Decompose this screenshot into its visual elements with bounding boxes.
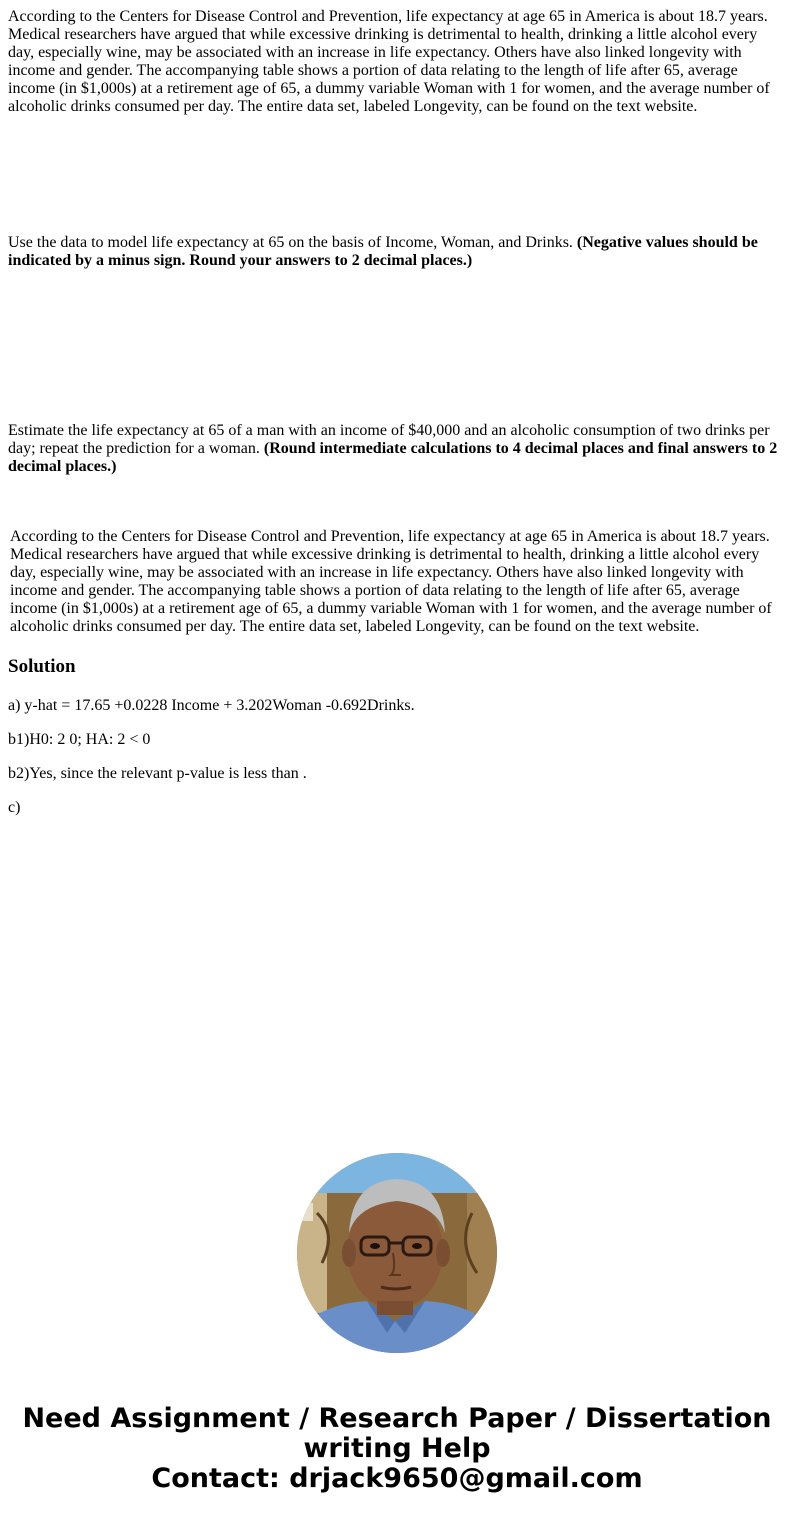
footer-contact: Contact: drjack9650@gmail.com [151,1463,643,1494]
author-photo [297,1153,497,1353]
part-c-text: Estimate the life expectancy at 65 of a man with an income of $40,000 and an alcoholic consumption of two drinks per day; repeat the prediction for a woman. [8,422,770,457]
footer-line-2: writing Help [303,1433,491,1464]
answer-a: a) y-hat = 17.65 +0.0228 Income + 3.202Woman -0.692Drinks. [8,697,415,714]
footer-banner [0,1404,794,1494]
footer-line-1: Need Assignment / Research Paper / Dissertation [22,1403,772,1434]
part-c-rounding-note: (Round intermediate calculations to 4 decimal places and final answers to 2 decimal places.) [8,440,778,475]
question-intro-repeat: According to the Centers for Disease Control and Prevention, life expectancy at age 65 in America is about 18.7 years. Medical researchers have argued that while excessive drinking is detrimental to health, drinking a little alcohol every day, especially wine, may be associated with an increase in life expectancy. Others have also linked longevity with income and gender. The accompanying table shows a portion of data relating to the length of life after 65, average income (in $1,000s) at a retirement age of 65, a dummy variable Woman with 1 for women, and the average number of alcoholic drinks consumed per day. The entire data set, labeled Longevity, can be found on the text website. [10,528,772,635]
question-part-a [8,234,786,270]
part-a-rounding-note: (Negative values should be indicated by a minus sign. Round your answers to 2 decimal places.) [8,234,758,269]
question-part-c [8,422,786,476]
solution-heading: Solution [8,656,76,677]
author-avatar [297,1153,497,1353]
answer-b2: b2)Yes, since the relevant p-value is less than . [8,765,307,782]
question-intro: According to the Centers for Disease Control and Prevention, life expectancy at age 65 in America is about 18.7 years. Medical researchers have argued that while excessive drinking is detrimental to health, drinking a little alcohol every day, especially wine, may be associated with an increase in life expectancy. Others have also linked longevity with income and gender. The accompanying table shows a portion of data relating to the length of life after 65, average income (in $1,000s) at a retirement age of 65, a dummy variable Woman with 1 for women, and the average number of alcoholic drinks consumed per day. The entire data set, labeled Longevity, can be found on the text website. [8,8,770,115]
answer-c: c) [8,799,21,816]
part-a-text: Use the data to model life expectancy at 65 on the basis of Income, Woman, and Drinks. [8,234,577,251]
answer-b1: b1)H0: 2 0; HA: 2 < 0 [8,731,151,748]
